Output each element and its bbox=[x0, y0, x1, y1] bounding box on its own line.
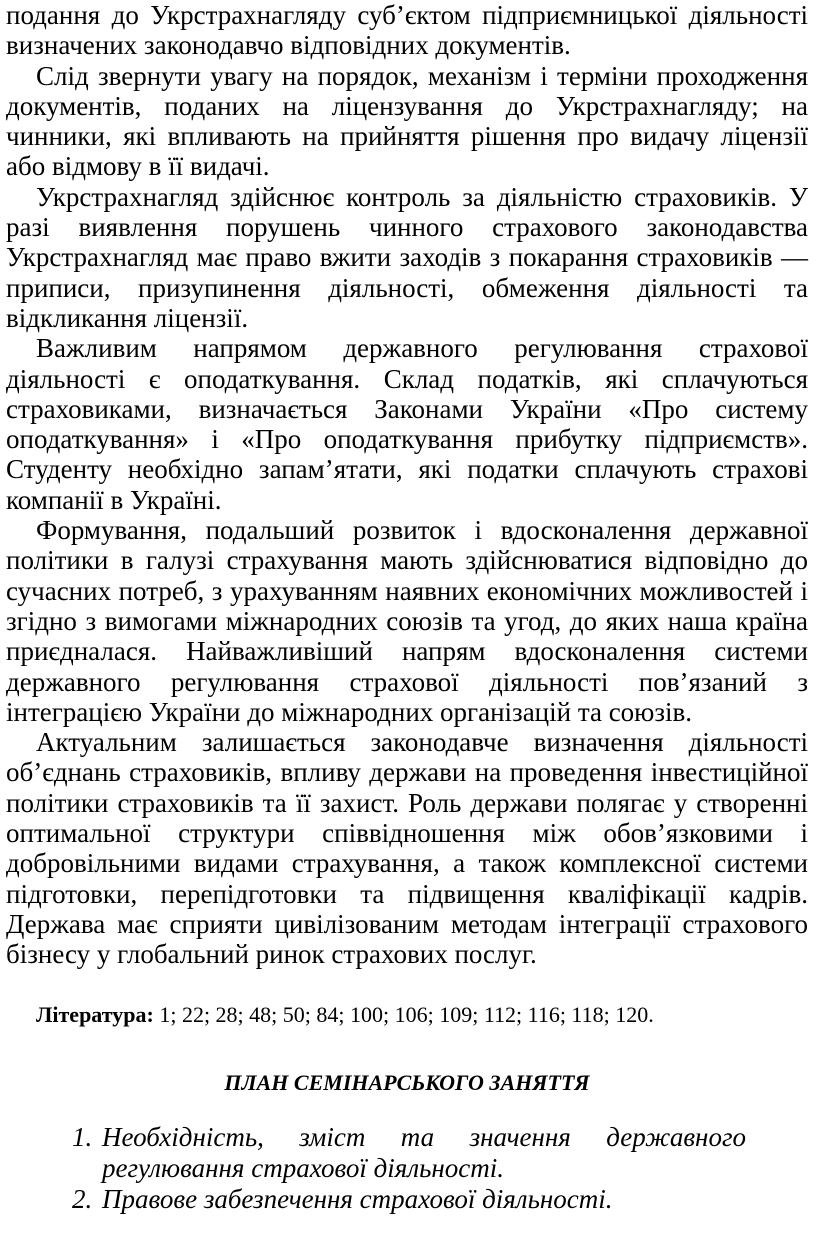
paragraph-license-procedure: Слід звернути увагу на порядок, механізм і терміни проходження документів, поданих на ліцензування до Укрстрахнагляду; на чинники, які впливають на прийняття рішення про видачу ліцензії або відмову в її видачі. bbox=[6, 60, 808, 182]
literature-label: Література: bbox=[36, 1001, 154, 1027]
plan-item-text: Правове забезпечення страхової діяльності. bbox=[102, 1183, 613, 1214]
body-text bbox=[6, 0, 808, 970]
seminar-plan-title: ПЛАН СЕМІНАРСЬКОГО ЗАНЯТТЯ bbox=[224, 1069, 590, 1095]
paragraph-continuation: подання до Укрстрахнагляду суб’єктом підприємницької діяльності визначених законодавчо відповідних документів. bbox=[6, 0, 808, 61]
plan-item bbox=[6, 1184, 746, 1215]
seminar-plan-list bbox=[6, 1122, 746, 1215]
literature-line bbox=[6, 1002, 808, 1028]
paragraph-supervision-control: Укрстрахнагляд здійснює контроль за діяльністю страховиків. У разі виявлення порушень чинного страхового законодавства Укрстрахнагляд має право вжити заходів з покарання страховиків — приписи, призупинення діяльності, обмеження діяльності та відкликання ліцензії. bbox=[6, 181, 808, 333]
literature-refs: 1; 22; 28; 48; 50; 84; 100; 106; 109; 112; 116; 118; 120. bbox=[159, 1001, 654, 1027]
plan-item-number: 2. bbox=[72, 1183, 93, 1214]
plan-item bbox=[6, 1122, 746, 1184]
plan-item-text: Необхідність, зміст та значення державного регулювання страхової діяльності. bbox=[102, 1121, 746, 1183]
plan-item-number: 1. bbox=[72, 1121, 93, 1152]
paragraph-state-role: Актуальним залишається законодавче визначення діяльності об’єднань страховиків, впливу держави на проведення інвестиційної політики страховиків та її захист. Роль держави полягає у створенні оптимальної структури співвідношення між обов’язковими і добровільними видами страхування, а також комплексної системи підготовки, перепідготовки та підвищення кваліфікації кадрів. Держава має сприяти цивілізованим методам інтеграції страхового бізнесу у глобальний ринок страхових послуг. bbox=[6, 727, 808, 970]
paragraph-state-policy: Формування, подальший розвиток і вдосконалення державної політики в галузі страхування мають здійснюватися відповідно до сучасних потреб, з урахуванням наявних економічних можливостей і згідно з вимогами міжнародних союзів та угод, до яких наша країна приєдналася. Найважливіший напрям вдосконалення системи державного регулювання страхової діяльності пов’язаний з інтеграцією України до міжнародних організацій та союзів. bbox=[6, 515, 808, 727]
paragraph-taxation: Важливим напрямом державного регулювання страхової діяльності є оподаткування. Склад податків, які сплачуються страховиками, визначається Законами України «Про систему оподаткування» і «Про оподаткування прибутку підприємств». Студенту необхідно запам’ятати, які податки сплачують страхові компанії в Україні. bbox=[6, 333, 808, 515]
